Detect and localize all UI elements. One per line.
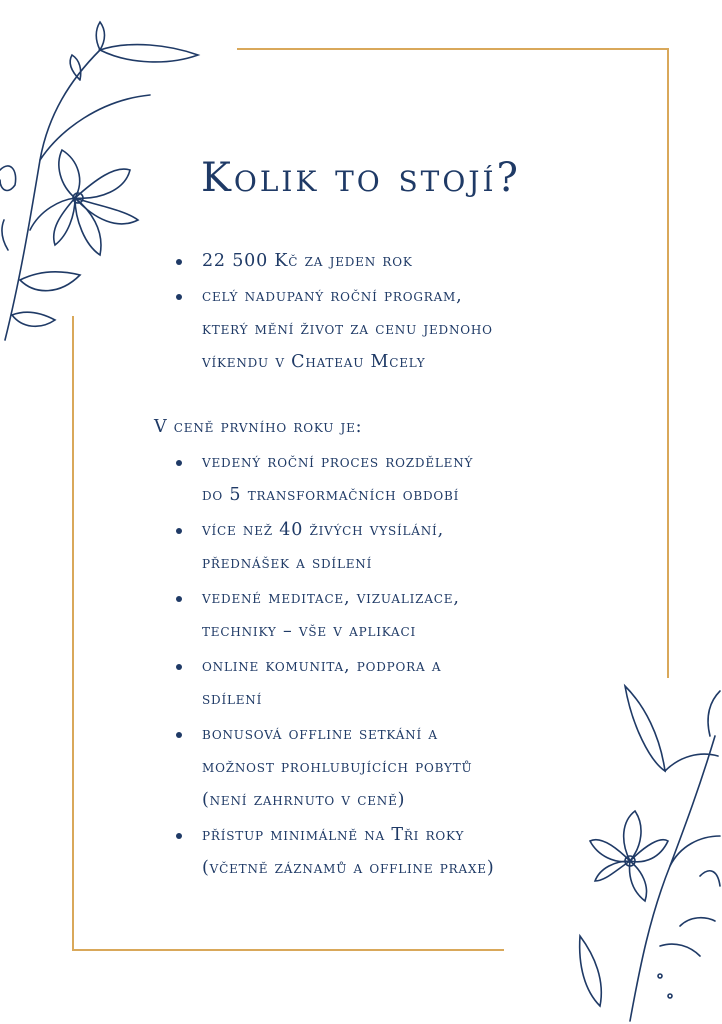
included-intro: V ceně prvního roku je:	[154, 417, 363, 437]
list-item-line: víkendu v Chateau Mcely	[202, 352, 426, 372]
list-item	[174, 245, 594, 278]
frame-top-border	[237, 48, 669, 50]
list-item-line: techniky – vše v aplikaci	[202, 621, 417, 641]
list-item	[174, 280, 594, 379]
list-item-line: sdílení	[202, 689, 263, 709]
included-list	[174, 446, 594, 887]
list-item-line: do 5 transformačních období	[202, 485, 460, 505]
list-item-line: 22 500 Kč za jeden rok	[202, 251, 413, 271]
frame-left-border	[72, 316, 74, 951]
list-item-line: bonusová offline setkání a	[202, 724, 438, 744]
list-item	[174, 514, 594, 580]
list-item-line: (není zahrnuto v ceně)	[202, 790, 406, 810]
list-item-line: online komunita, podpora a	[202, 656, 442, 676]
list-item	[174, 582, 594, 648]
list-item-line: přístup minimálně na Tři roky	[202, 825, 465, 845]
list-item	[174, 446, 594, 512]
list-item-line: který mění život za cenu jednoho	[202, 319, 493, 339]
frame-right-border	[667, 48, 669, 678]
list-item-line: celý nadupaný roční program,	[202, 286, 463, 306]
list-item	[174, 819, 594, 885]
frame-bottom-border	[72, 949, 504, 951]
list-item-line: vedený roční proces rozdělený	[202, 452, 474, 472]
list-item-line: přednášek a sdílení	[202, 553, 373, 573]
list-item-line: více než 40 živých vysílání,	[202, 520, 444, 540]
list-item	[174, 718, 594, 817]
list-item-line: vedené meditace, vizualizace,	[202, 588, 460, 608]
list-item-line: (včetně záznamů a offline praxe)	[202, 858, 495, 878]
price-list	[174, 245, 594, 381]
list-item	[174, 650, 594, 716]
page-title: Kolik to stojí?	[200, 154, 521, 201]
list-item-line: možnost prohlubujících pobytů	[202, 757, 473, 777]
